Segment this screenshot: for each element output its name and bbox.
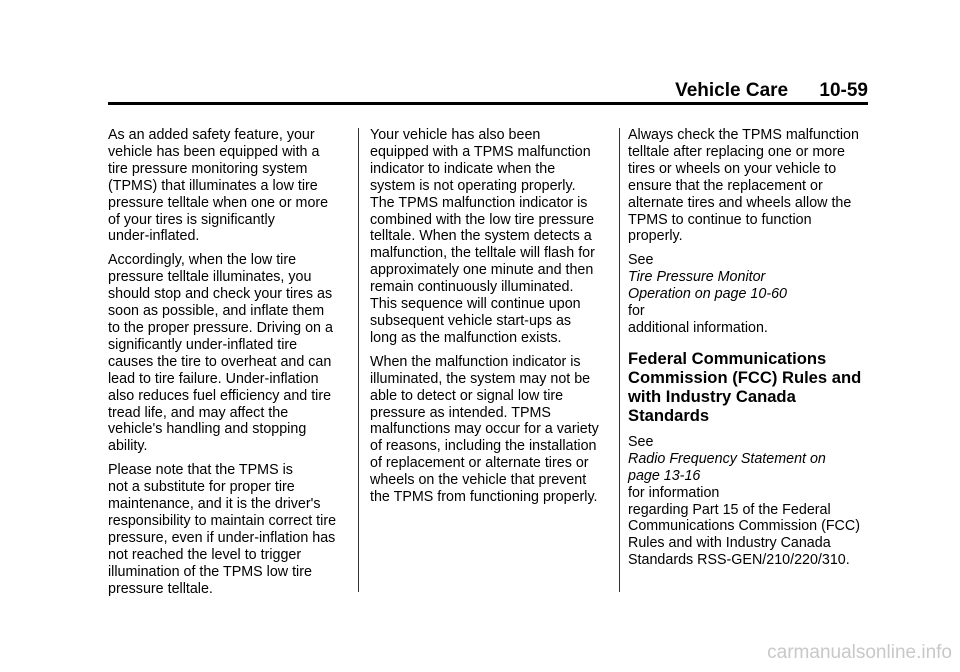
text-line: of reasons, including the installation [370,438,597,455]
text-line: tire pressure monitoring system [108,160,308,177]
text-line: alternate tires and wheels allow the [628,194,852,211]
text-line: causes the tire to overheat and can [108,353,332,370]
text-line: of replacement or alternate tires or [370,455,589,472]
text-line: Communications Commission (FCC) [628,518,860,535]
heading-line: Commission (FCC) Rules and [628,367,862,387]
text-line: wheels on the vehicle that prevent [370,472,587,489]
text-line: Rules and with Industry Canada [628,535,831,552]
text-line: (TPMS) that illuminates a low tire [108,177,318,194]
text-line: also reduces fuel efficiency and tire [108,387,332,404]
text-line: vehicle's handling and stopping [108,421,307,438]
paragraph-always-check [628,127,873,245]
text-line: Always check the TPMS malfunction [628,127,859,143]
text-line: Please note that the TPMS is [108,462,293,479]
text-line [628,252,873,286]
column-divider [358,128,359,592]
text-line: ensure that the replacement or [628,177,823,194]
text-line: The TPMS malfunction indicator is [370,194,588,211]
text-line: As an added safety feature, your [108,127,315,143]
cross-reference-link[interactable]: Tire Pressure Monitor [628,269,766,286]
see-label: See [628,433,654,450]
paragraph-when-illuminated [370,354,612,506]
text-line: lead to tire failure. Under-inflation [108,370,319,387]
heading-line: with Industry Canada [628,386,796,406]
section-heading [628,349,873,425]
text-line: pressure telltale when one or more [108,194,329,211]
text-line: properly. [628,228,683,245]
text-line: system is not operating properly. [370,177,576,194]
text-line: not reached the level to trigger [108,546,302,563]
paragraph-please-note [108,462,356,597]
column-2 [370,127,612,513]
see-label: See [628,252,654,269]
text-line: should stop and check your tires as [108,286,333,303]
text-line: maintenance, and it is the driver's [108,496,321,513]
text-line: ability. [108,438,148,455]
text-line: malfunction, the telltale will flash for [370,245,595,262]
text-line: additional information. [628,319,768,336]
text-line: subsequent vehicle start-ups as [370,312,572,329]
text-line: approximately one minute and then [370,262,594,279]
text-line: malfunctions may occur for a variety [370,421,599,438]
paragraph-see-tpm-operation [628,252,873,337]
text-line: under-inflated. [108,228,200,245]
text-line: TPMS to continue to function [628,211,812,228]
section-title: Vehicle Care [675,80,789,101]
paragraph-accordingly [108,252,356,455]
page-header [675,80,868,102]
text-fragment: for [628,303,645,320]
paragraph-malfunction-indicator [370,127,612,347]
text-line: pressure as intended. TPMS [370,404,551,421]
text-line: the TPMS from functioning properly. [370,489,598,506]
text-line: Standards RSS-GEN/210/220/310. [628,552,850,569]
paragraph-safety-feature [108,127,356,245]
text-line: of your tires is significantly [108,211,275,228]
watermark: carmanualsonline.info [767,642,952,663]
text-line: indicator to indicate when the [370,160,556,177]
text-line: When the malfunction indicator is [370,353,581,370]
text-line: equipped with a TPMS malfunction [370,143,591,160]
text-line: long as the malfunction exists. [370,329,562,346]
text-line: significantly under-inflated tire [108,336,298,353]
cross-reference-link[interactable]: Radio Frequency Statement on [628,450,826,467]
text-line: pressure, even if under-inflation has [108,529,336,546]
text-line [628,286,873,320]
text-line: regarding Part 15 of the Federal [628,501,831,518]
text-line: telltale after replacing one or more [628,143,845,160]
page-number: 10-59 [819,80,868,101]
cross-reference-link[interactable]: page 13-16 [628,467,701,484]
text-line: Your vehicle has also been [370,127,541,143]
text-line: remain continuously illuminated. [370,279,574,296]
text-line: able to detect or signal low tire [370,387,564,404]
heading-line: Federal Communications [628,348,827,368]
text-line: responsibility to maintain correct tire [108,512,337,529]
cross-reference-link[interactable]: Operation on page 10-60 [628,286,787,303]
text-line: combined with the low tire pressure [370,211,595,228]
text-line: not a substitute for proper tire [108,479,295,496]
text-line [628,468,873,502]
text-line: pressure telltale illuminates, you [108,269,312,286]
text-line [628,434,873,468]
text-fragment: for information [628,484,720,501]
text-line: illuminated, the system may not be [370,370,591,387]
text-line: vehicle has been equipped with a [108,143,320,160]
text-line: tires or wheels on your vehicle to [628,160,837,177]
text-line: pressure telltale. [108,580,213,597]
header-rule [108,102,868,105]
text-line: tread life, and may affect the [108,404,289,421]
text-line: Accordingly, when the low tire [108,252,297,269]
heading-line: Standards [628,405,710,425]
text-line: soon as possible, and inflate them [108,303,325,320]
text-line: telltale. When the system detects a [370,228,592,245]
paragraph-see-radio-frequency [628,434,873,569]
text-line: illumination of the TPMS low tire [108,563,312,580]
column-1 [108,127,356,604]
column-divider [619,128,620,592]
text-line: to the proper pressure. Driving on a [108,319,333,336]
text-line: This sequence will continue upon [370,296,581,313]
column-3 [628,127,873,576]
